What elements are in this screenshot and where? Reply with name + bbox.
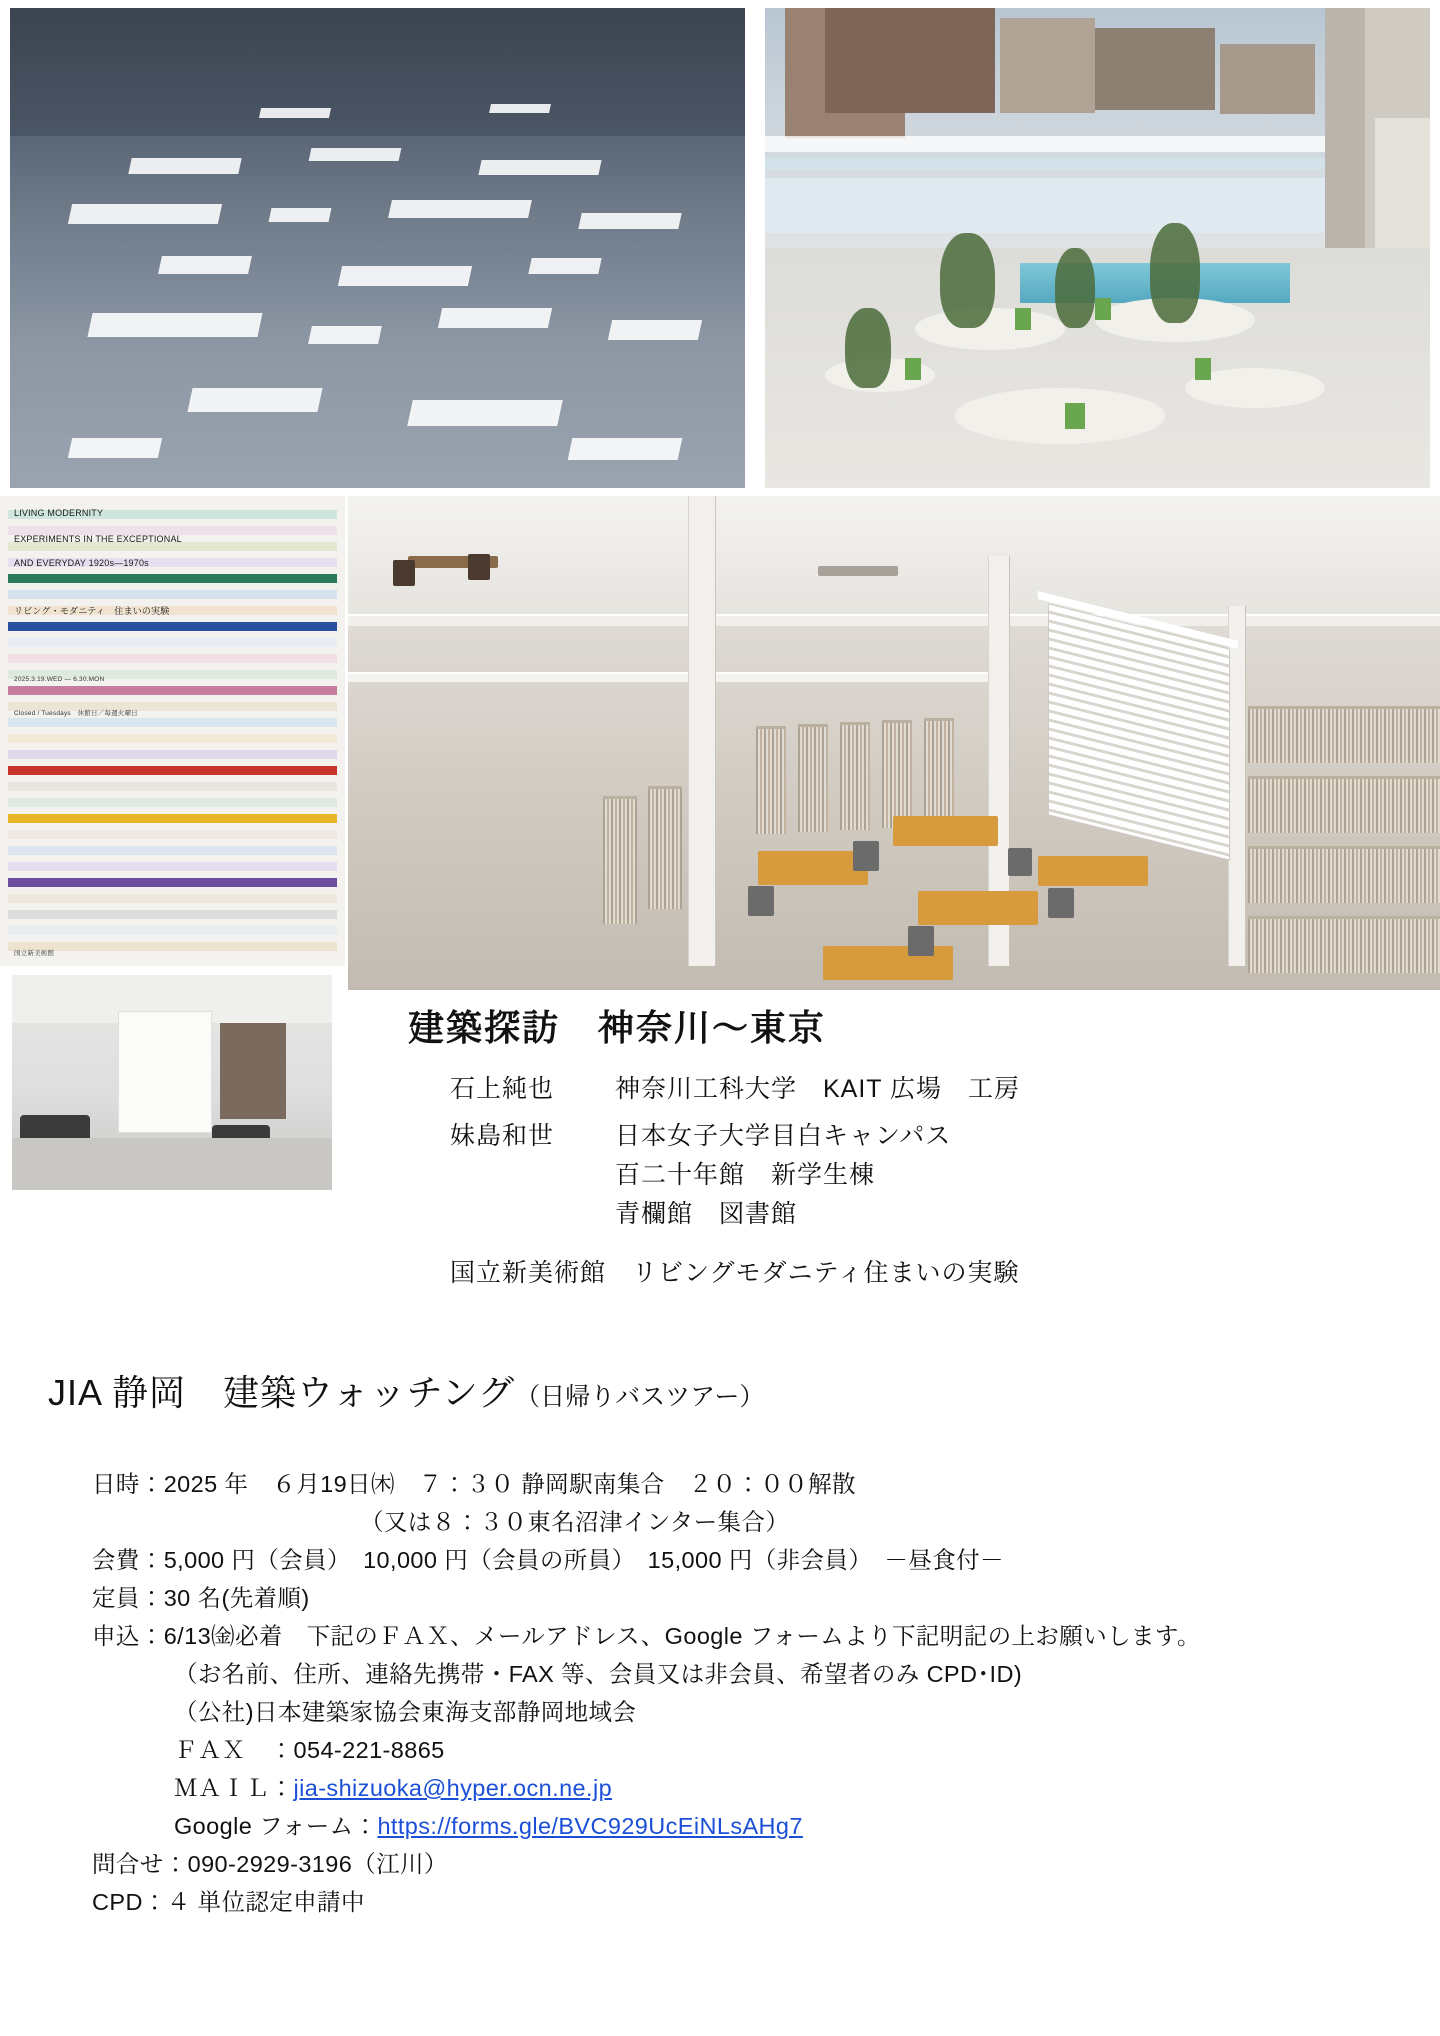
detail-apply-note: （お名前、住所、連絡先携帯・FAX 等、会員又は非会員、希望者のみ CPD･ID) xyxy=(174,1661,1023,1687)
work-item: 日本女子大学目白キャンパス xyxy=(615,1122,952,1150)
work-item: 青欄館 図書館 xyxy=(615,1200,798,1228)
poster-line-4: リビング・モダニティ 住まいの実験 xyxy=(14,606,170,616)
detail-form-label: Google フォーム： xyxy=(174,1813,378,1839)
detail-organization: （公社)日本建築家協会東海支部静岡地域会 xyxy=(174,1699,637,1725)
museum-exhibition-line: 国立新美術館 リビングモダニティ住まいの実験 xyxy=(450,1259,1020,1287)
title-block xyxy=(400,1000,1430,1289)
photo-collage xyxy=(0,0,1440,1000)
architect-works xyxy=(615,1116,1430,1233)
poster-line-1: LIVING MODERNITY xyxy=(14,508,104,518)
detail-contact: 問合せ：090-2929-3196（江川） xyxy=(92,1851,448,1877)
photo-library-interior xyxy=(348,496,1440,990)
poster-line-5: 2025.3.19.WED — 6.30.MON xyxy=(14,676,105,683)
detail-datetime: 日時：2025 年 ６月19日㈭ ７：３０ 静岡駅南集合 ２０：００解散 xyxy=(92,1471,856,1497)
google-form-link[interactable]: https://forms.gle/BVC929UcEiNLsAHg7 xyxy=(377,1813,803,1839)
event-heading-main: JIA 静岡 建築ウォッチング xyxy=(48,1372,516,1413)
detail-form xyxy=(92,1807,1392,1845)
poster-line-6: Closed / Tuesdays 休館日／毎週火曜日 xyxy=(14,710,138,717)
photo-kait-courtyard xyxy=(765,8,1430,488)
event-heading-sub: （日帰りバスツアー） xyxy=(515,1383,765,1411)
poster-line-2: EXPERIMENTS IN THE EXCEPTIONAL xyxy=(14,534,182,544)
detail-datetime-alt: （又は８：３０東名沼津インター集合） xyxy=(360,1509,790,1535)
detail-apply: 申込：6/13㈮必着 下記のＦＡＸ、メールアドレス、Google フォームより下記明記の上お願いします。 xyxy=(92,1623,1201,1649)
architect-name: 石上純也 xyxy=(450,1075,555,1103)
work-item: 百二十年館 新学生棟 xyxy=(615,1161,876,1189)
photo-exhibition-poster xyxy=(0,496,345,966)
event-heading xyxy=(48,1365,764,1416)
credit-row xyxy=(400,1069,1430,1108)
page-title: 建築探訪 神奈川〜東京 xyxy=(408,1007,827,1048)
detail-fax: ＦＡＸ ：054-221-8865 xyxy=(174,1737,445,1763)
credit-row xyxy=(400,1116,1430,1233)
poster-line-7: 国立新美術館 xyxy=(14,950,55,957)
work-item: 神奈川工科大学 KAIT 広場 工房 xyxy=(615,1075,1021,1103)
detail-cpd: CPD：４ 単位認定申請中 xyxy=(92,1889,365,1915)
detail-mail xyxy=(92,1769,1392,1807)
detail-mail-label: ＭＡＩＬ： xyxy=(174,1775,294,1801)
photo-white-gallery xyxy=(12,975,332,1190)
poster-line-3: AND EVERYDAY 1920s—1970s xyxy=(14,558,149,568)
ceiling-band xyxy=(10,8,745,136)
mail-link[interactable]: jia-shizuoka@hyper.ocn.ne.jp xyxy=(293,1775,613,1801)
event-details xyxy=(92,1465,1392,1921)
detail-capacity: 定員：30 名(先着順) xyxy=(92,1585,310,1611)
photo-hall-skylights xyxy=(10,8,745,488)
architect-works xyxy=(615,1069,1430,1108)
architect-name: 妹島和世 xyxy=(450,1122,555,1150)
detail-fee: 会費：5,000 円（会員） 10,000 円（会員の所員） 15,000 円（非会員） －昼食付－ xyxy=(92,1547,1004,1573)
